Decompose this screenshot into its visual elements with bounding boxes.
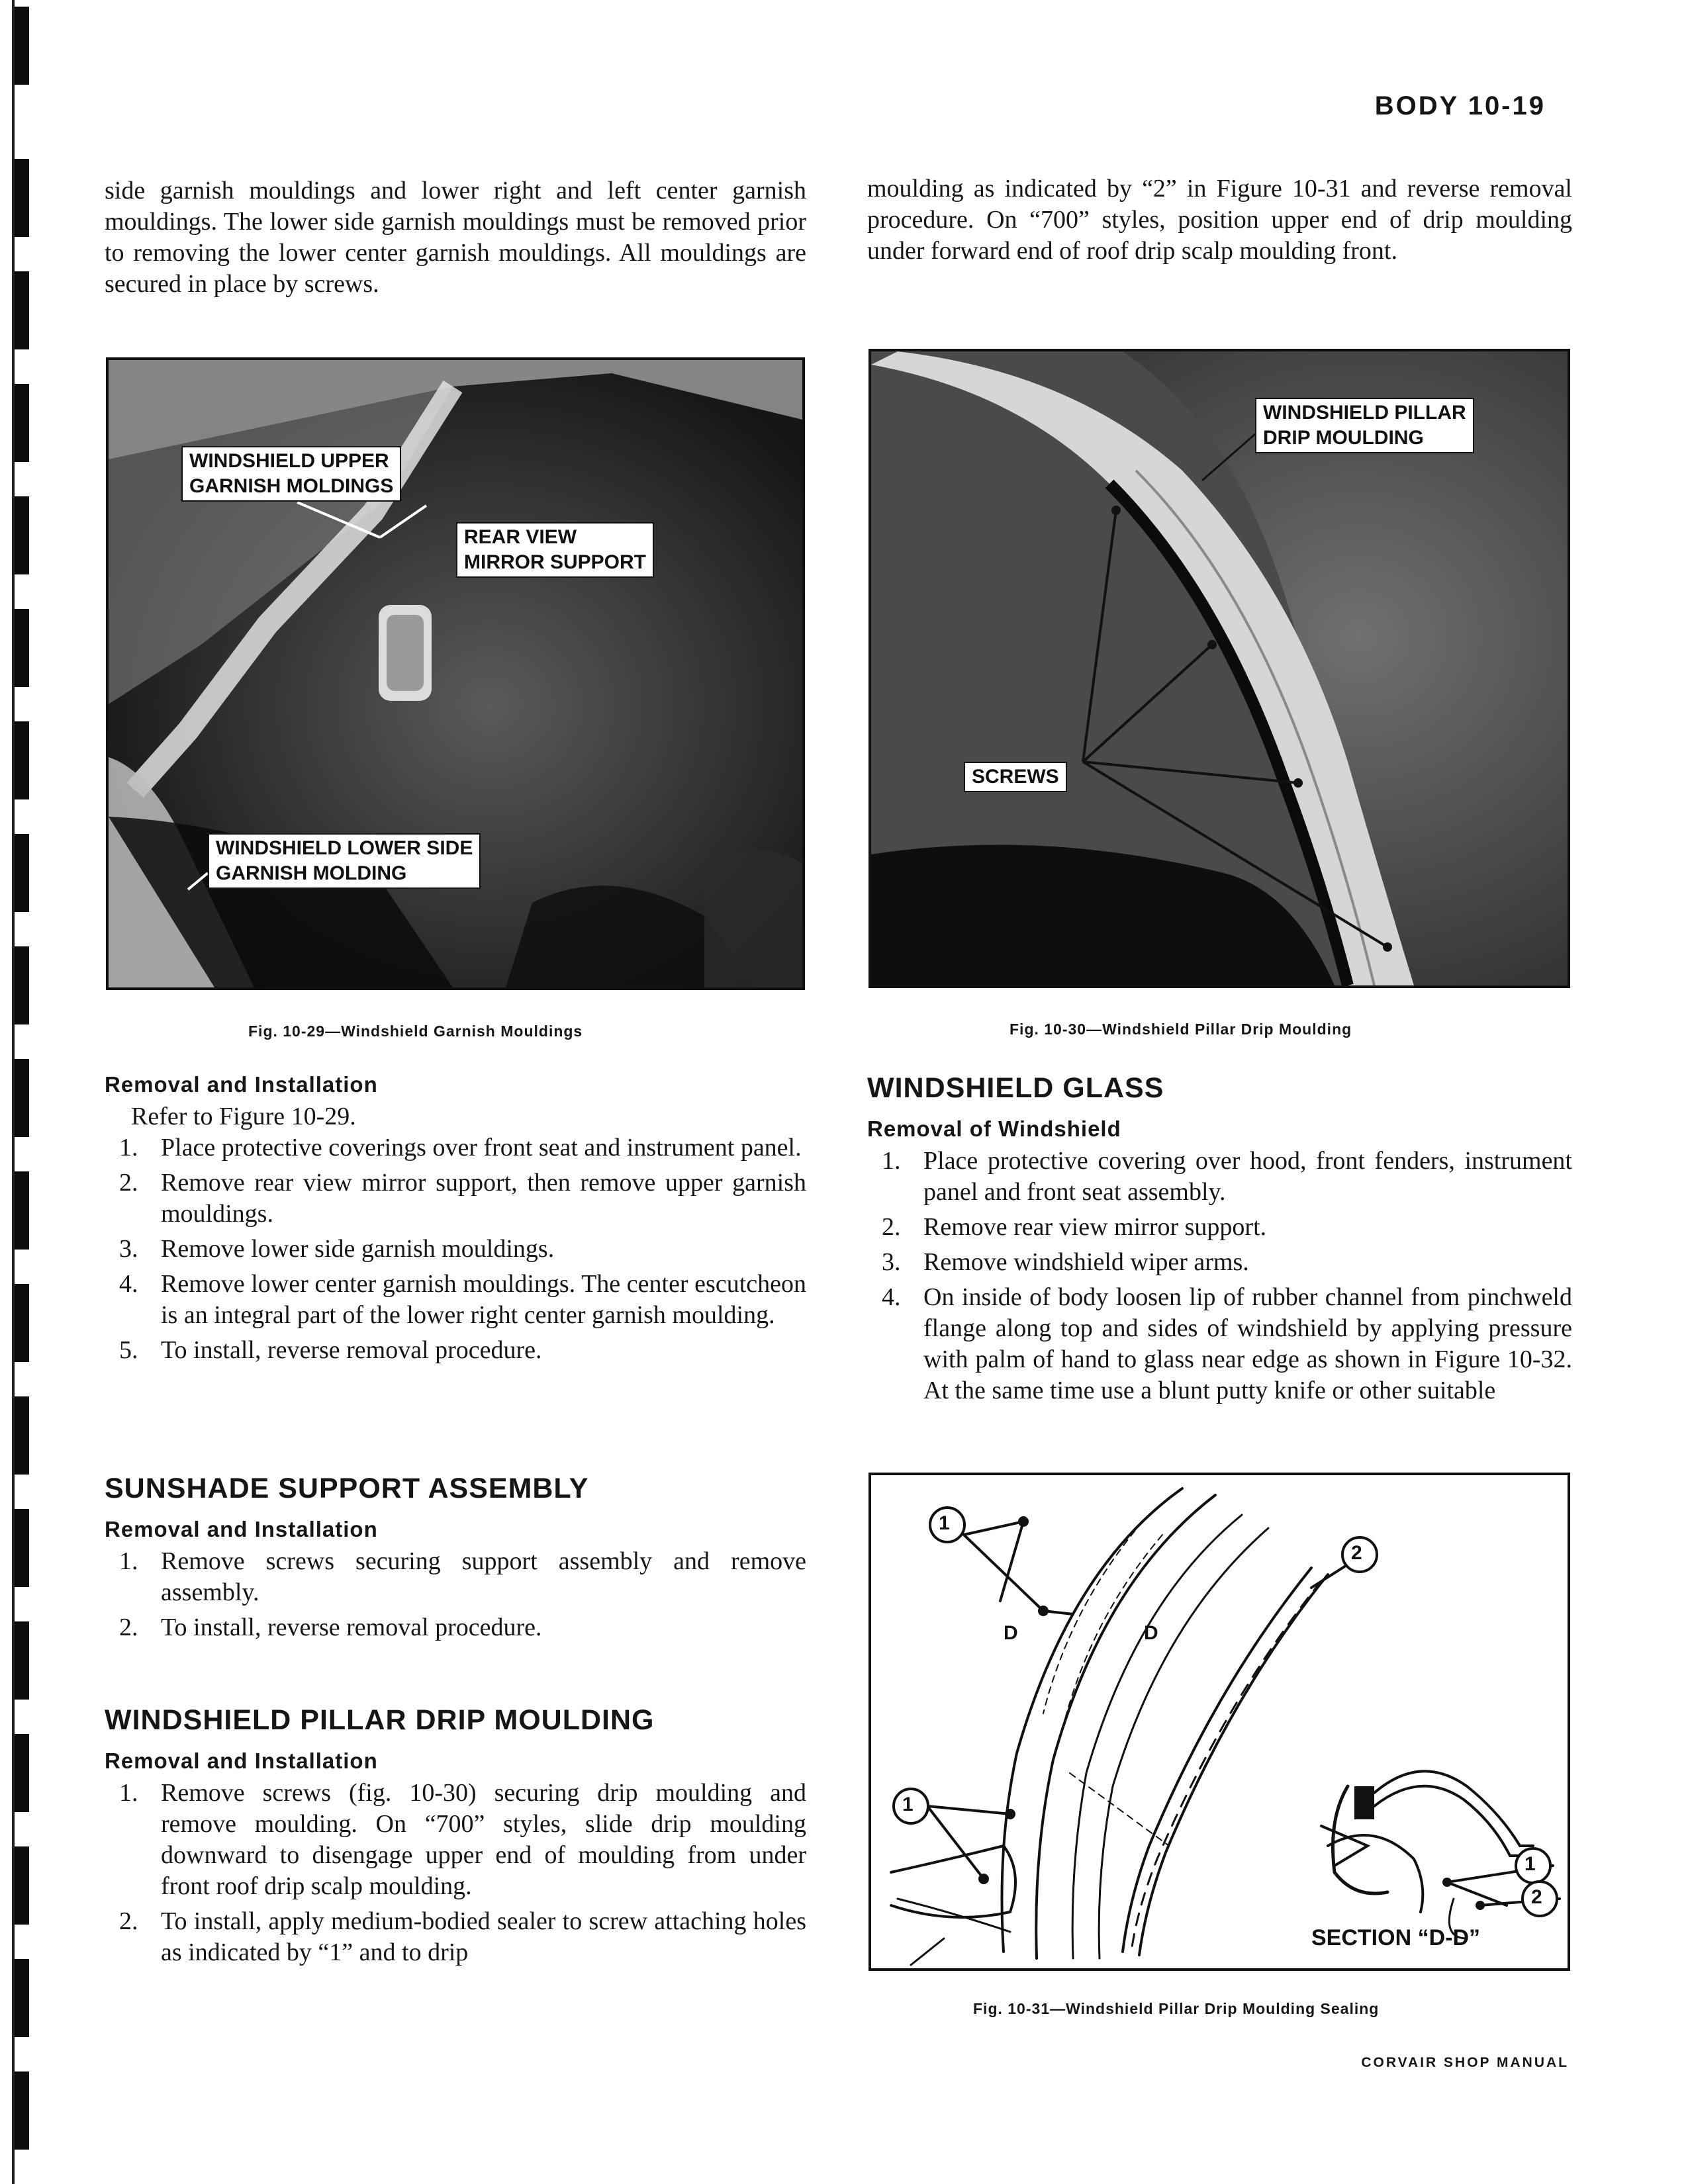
list-item: 5. To install, reverse removal procedure.	[119, 1336, 542, 1364]
list-item: 1. Remove screws (fig. 10-30) securing drip moulding and remove moulding. On “700” styles, slide drip moulding downward to disengage upper end of moulding from under front roof drip scalp moulding.	[119, 1779, 806, 1900]
list-item: 2. Remove rear view mirror support.	[882, 1213, 1267, 1241]
right-intro	[867, 173, 1572, 267]
sunshade-section	[105, 1473, 806, 1647]
callout-mirror-support: REAR VIEW MIRROR SUPPORT	[456, 522, 654, 578]
page-header: BODY 10-19	[1374, 91, 1546, 120]
label-2-section: 2	[1531, 1886, 1542, 1908]
label-1-upper: 1	[939, 1512, 950, 1534]
right-intro-text: moulding as indicated by “2” in Figure 10-31 and reverse removal procedure. On “700” styles, position upper end of drip moulding under forward end of roof drip scalp moulding front.	[867, 175, 1572, 265]
pillar-drip-section	[105, 1704, 806, 1972]
windshield-steps-list	[867, 1146, 1572, 1406]
list-item: 2. To install, reverse removal procedure.	[119, 1614, 542, 1641]
label-1-section: 1	[1524, 1853, 1536, 1875]
windshield-glass-section	[867, 1072, 1572, 1410]
label-1-lower: 1	[902, 1794, 914, 1815]
removal-windshield-subheading: Removal of Windshield	[867, 1116, 1121, 1141]
left-intro	[105, 175, 806, 300]
refer-figure-text: Refer to Figure 10-29.	[131, 1103, 356, 1130]
caption-fig-10-31: Fig. 10-31—Windshield Pillar Drip Moulding Sealing	[973, 2000, 1380, 2017]
list-item: 1. Remove screws securing support assembly and remove assembly.	[119, 1547, 806, 1606]
label-d-left: D	[1004, 1622, 1018, 1644]
figure-10-31	[868, 1473, 1570, 1971]
list-item: 3. Remove windshield wiper arms.	[882, 1248, 1249, 1276]
removal-installation-section	[105, 1072, 806, 1370]
list-item: 1. Place protective coverings over front seat and instrument panel.	[119, 1134, 802, 1161]
callout-screws: SCREWS	[964, 762, 1067, 792]
sunshade-steps-list	[105, 1546, 806, 1643]
sunshade-heading: SUNSHADE SUPPORT ASSEMBLY	[105, 1473, 589, 1504]
list-item: 3. Remove lower side garnish mouldings.	[119, 1235, 555, 1263]
label-d-right: D	[1144, 1622, 1158, 1644]
list-item: 4. On inside of body loosen lip of rubber channel from pinchweld flange along top and sides of windshield by applying pressure with palm of hand to glass near edge as shown in Figure 10-32. At the same time use a blunt putty knife or other suitable	[882, 1283, 1572, 1404]
callout-upper-garnish: WINDSHIELD UPPER GARNISH MOLDINGS	[181, 446, 401, 502]
left-intro-text: side garnish mouldings and lower right and left center garnish mouldings. The lower side garnish mouldings must be removed prior to removing the lower center garnish mouldings. All mouldings are secured in place by screws.	[105, 177, 806, 298]
list-item: 1. Place protective covering over hood, front fenders, instrument panel and front seat assembly.	[882, 1147, 1572, 1206]
drip-sealing-diagram	[871, 1475, 1568, 1968]
list-item: 4. Remove lower center garnish mouldings. The center escutcheon is an integral part of the lower right center garnish moulding.	[119, 1270, 806, 1329]
windshield-glass-heading: WINDSHIELD GLASS	[867, 1072, 1164, 1104]
list-item: 2. Remove rear view mirror support, then remove upper garnish mouldings.	[119, 1169, 806, 1228]
callout-pillar-drip: WINDSHIELD PILLAR DRIP MOULDING	[1255, 398, 1474, 453]
label-2-upper: 2	[1351, 1542, 1362, 1564]
binding-strip	[12, 0, 34, 2184]
pillar-drip-steps-list	[105, 1778, 806, 1968]
figure-10-30	[868, 349, 1570, 988]
figure-10-29	[106, 357, 805, 990]
list-item: 2. To install, apply medium-bodied sealer to screw attaching holes as indicated by “1” and to drip	[119, 1907, 806, 1966]
caption-fig-10-30: Fig. 10-30—Windshield Pillar Drip Moulding	[1009, 1021, 1352, 1038]
sunshade-subheading: Removal and Installation	[105, 1517, 378, 1541]
page-footer: CORVAIR SHOP MANUAL	[1361, 2055, 1569, 2070]
pillar-drip-subheading: Removal and Installation	[105, 1749, 378, 1773]
removal-installation-heading: Removal and Installation	[105, 1072, 378, 1097]
caption-fig-10-29: Fig. 10-29—Windshield Garnish Mouldings	[248, 1023, 583, 1040]
section-d-d-label: SECTION “D-D”	[1311, 1925, 1480, 1950]
pillar-drip-heading: WINDSHIELD PILLAR DRIP MOULDING	[105, 1704, 655, 1736]
removal-steps-list	[105, 1132, 806, 1366]
callout-lower-side-garnish: WINDSHIELD LOWER SIDE GARNISH MOLDING	[208, 833, 481, 889]
